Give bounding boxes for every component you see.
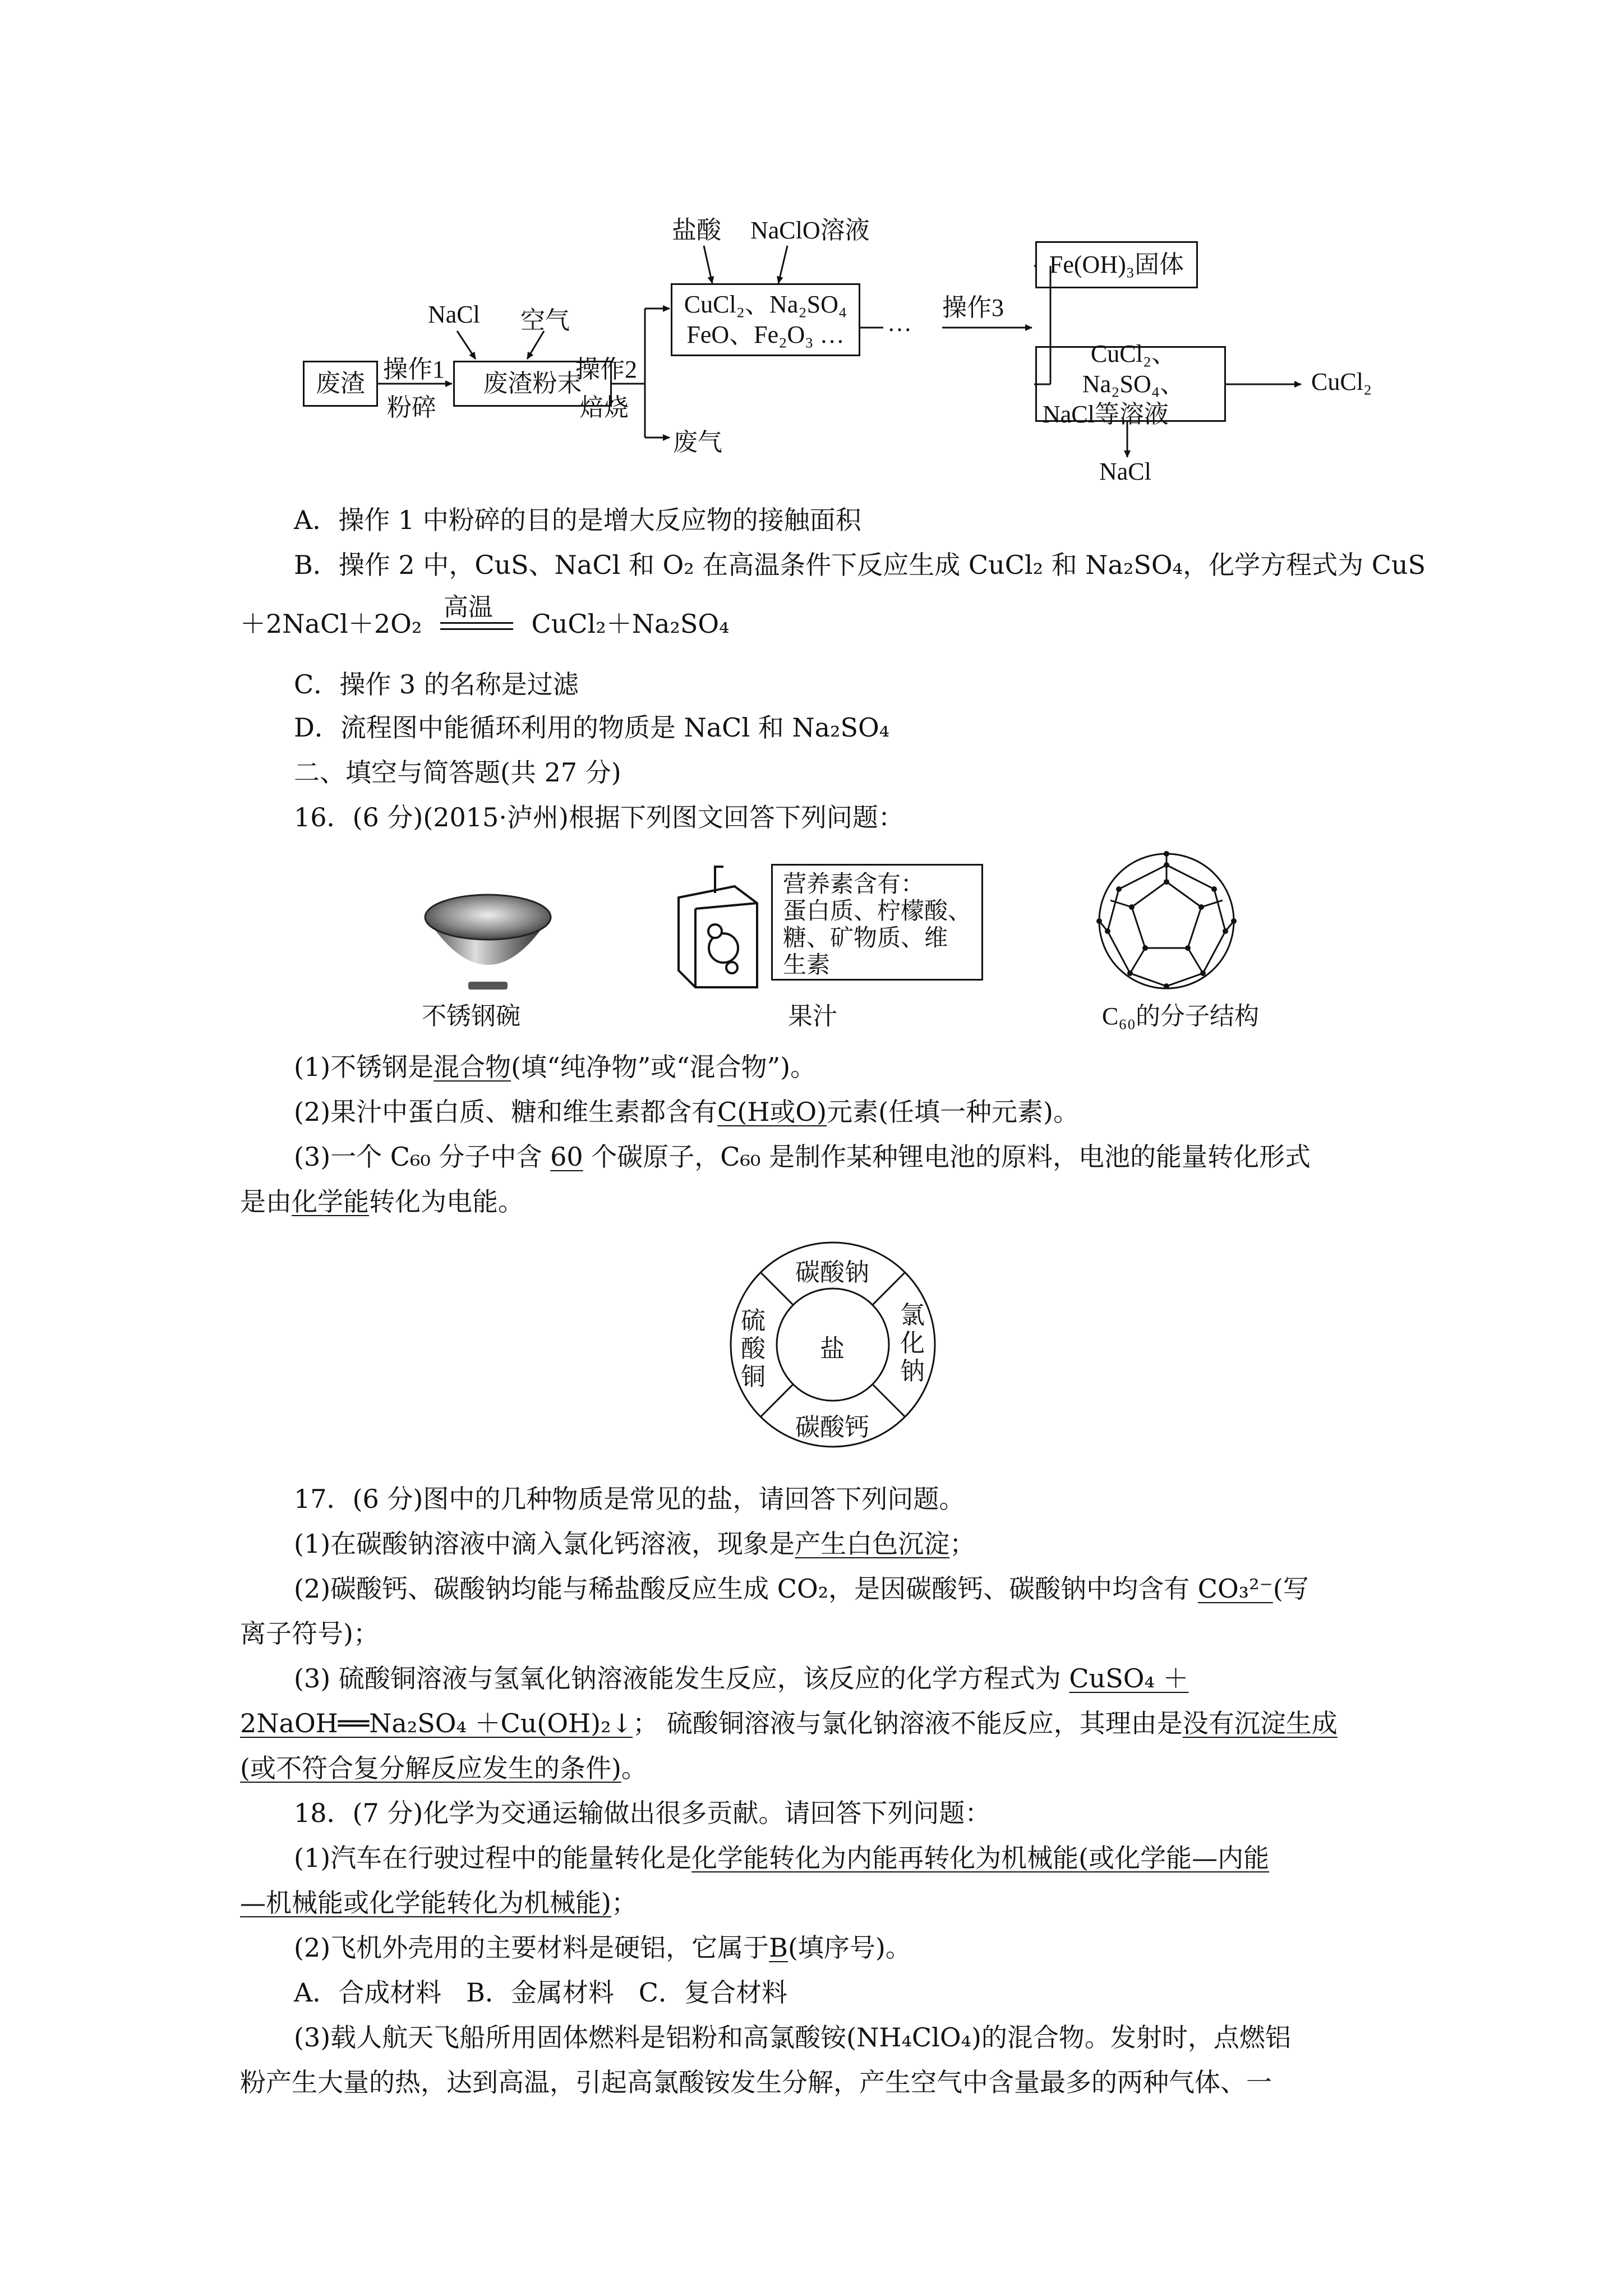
waste-slag-label: 废渣 [316, 370, 365, 397]
answer-blank: (或不符合复分解反应发生的条件) [240, 1753, 621, 1783]
q15-option-d: D．流程图中能循环利用的物质是 NaCl 和 Na₂SO₄ [294, 712, 890, 743]
answer-blank: 2NaOH══Na₂SO₄ ＋Cu(OH)₂↓ [240, 1708, 633, 1738]
q18-part3-line1: (3)载人航天飞船所用固体燃料是铝粉和高氯酸铵(NH₄ClO₄)的混合物。发射时，点燃铝 [294, 2022, 1291, 2053]
salt-center-label: 盐 [820, 1335, 845, 1363]
answer-blank: 产生白色沉淀 [795, 1529, 950, 1559]
text: (3)一个 C₆₀ 分子中含 [294, 1142, 542, 1172]
equation-condition [440, 593, 513, 630]
q18-part2-options: A．合成材料 B．金属材料 C．复合材料 [294, 1977, 787, 2008]
q17-part2-line2: 离子符号)； [240, 1618, 379, 1649]
q16-part1 [294, 1049, 816, 1085]
answer-blank: 60 [550, 1142, 583, 1172]
q17-part1 [294, 1526, 975, 1562]
slag-powder-label: 废渣粉末 [483, 370, 582, 397]
op3-output-arrows [0, 0, 1623, 505]
q16-part3-line1 [294, 1139, 1311, 1175]
text: ； [611, 1888, 637, 1918]
nutrition-line: 糖、矿物质、维 [783, 926, 948, 951]
equation-left: ＋2NaCl＋2O₂ [240, 609, 422, 639]
text: ； 硫酸铜溶液与氯化钠溶液不能反应，其理由是 [633, 1708, 1183, 1738]
answer-blank: 化学能转化为内能再转化为机械能(或化学能—内能 [691, 1843, 1270, 1873]
q18-part3-line2: 粉产生大量的热，达到高温，引起高氯酸铵发生分解，产生空气中含量最多的两种气体、一 [240, 2067, 1272, 2097]
juice-box-icon [662, 864, 768, 993]
answer-blank: CO₃²⁻ [1197, 1573, 1273, 1604]
salt-left-label: 硫酸铜 [741, 1307, 766, 1391]
q17-part3-line2 [240, 1705, 1338, 1741]
text: (1)不锈钢是 [294, 1052, 434, 1082]
text: 。 [621, 1753, 647, 1783]
section-2-heading: 二、填空与简答题(共 27 分) [294, 757, 621, 788]
text: (填序号)。 [787, 1932, 911, 1963]
text: ； [949, 1529, 976, 1559]
answer-blank: B [769, 1932, 788, 1963]
waste-gas-label: 废气 [673, 429, 722, 456]
q18-part1-line2 [240, 1885, 637, 1921]
answer-blank: —机械能或化学能转化为机械能) [240, 1888, 611, 1918]
text: (1)汽车在行驶过程中的能量转化是 [294, 1843, 692, 1873]
q15-option-b-line1: B．操作 2 中，CuS、NaCl 和 O₂ 在高温条件下反应生成 CuCl₂ 和 Na₂SO₄，化学方程式为 CuS [294, 550, 1426, 580]
answer-blank: C(H或O) [717, 1097, 827, 1127]
text: (2)飞机外壳用的主要材料是硬铝，它属于 [294, 1932, 769, 1963]
q18-stem: 18．(7 分)化学为交通运输做出很多贡献。请回答下列问题： [294, 1798, 991, 1828]
nacl-input-label: NaCl [428, 301, 480, 328]
juice-caption: 果汁 [788, 1002, 837, 1030]
salt-top-label: 碳酸钠 [795, 1259, 869, 1286]
stainless-bowl-image [421, 884, 555, 996]
hcl-input-label: 盐酸 [672, 217, 721, 244]
equation-condition-label: 高温 [443, 593, 493, 622]
mixture-line-1: CuCl₂、Na₂SO₄ [684, 291, 847, 318]
nutrition-line: 蛋白质、柠檬酸、 [783, 899, 972, 924]
flow-ellipsis: … [887, 309, 912, 337]
op2-bottom-label: 焙烧 [579, 394, 629, 421]
q17-part3-line3 [240, 1750, 647, 1786]
bowl-caption: 不锈钢碗 [422, 1002, 520, 1030]
mixture-line-2: FeO、Fe₂O₃ … [686, 321, 845, 348]
equation-right: CuCl₂＋Na₂SO₄ [531, 609, 730, 639]
q17-stem: 17．(6 分)图中的几种物质是常见的盐，请回答下列问题。 [294, 1484, 965, 1514]
q17-part3-line1 [294, 1660, 1189, 1696]
salt-bottom-label: 碳酸钙 [795, 1414, 869, 1441]
q16-part3-line2 [240, 1184, 524, 1220]
feoh3-label: Fe(OH)₃固体 [1049, 251, 1184, 278]
text: 是由 [240, 1186, 292, 1217]
text: (2)碳酸钙、碳酸钠均能与稀盐酸反应生成 CO₂，是因碳酸钙、碳酸钠中均含有 [294, 1573, 1190, 1604]
op1-bottom-label: 粉碎 [387, 394, 436, 421]
op1-top-label: 操作1 [383, 356, 445, 383]
q16-stem: 16．(6 分)(2015·泸州)根据下列图文回答下列问题： [294, 802, 904, 832]
text: (3) 硫酸铜溶液与氢氧化钠溶液能发生反应，该反应的化学方程式为 [294, 1663, 1061, 1694]
q15-option-c: C．操作 3 的名称是过滤 [294, 669, 579, 700]
q15-option-a: A．操作 1 中粉碎的目的是增大反应物的接触面积 [294, 505, 861, 535]
text: (2)果汁中蛋白质、糖和维生素都含有 [294, 1097, 718, 1127]
q15-option-b-equation [240, 593, 730, 642]
naclo-input-label: NaClO溶液 [750, 217, 870, 244]
answer-blank: 化学能 [292, 1186, 369, 1217]
q18-part1-line1 [294, 1840, 1269, 1876]
q18-part2 [294, 1930, 911, 1966]
salt-right-label: 氯化钠 [900, 1301, 925, 1385]
nacl-output-label: NaCl [1099, 458, 1151, 485]
text: 元素(任填一种元素)。 [827, 1097, 1079, 1127]
answer-blank: CuSO₄ ＋ [1069, 1663, 1189, 1694]
answer-blank: 混合物 [434, 1052, 511, 1082]
op2-top-label: 操作2 [575, 356, 637, 383]
c60-molecule-icon [1091, 847, 1242, 996]
nutrition-box [771, 864, 983, 981]
answer-blank: 没有沉淀生成 [1182, 1708, 1338, 1738]
text: (1)在碳酸钠溶液中滴入氯化钙溶液，现象是 [294, 1529, 795, 1559]
air-input-label: 空气 [520, 307, 570, 334]
solution-line-2: NaCl等溶液 [1043, 400, 1169, 428]
c60-caption: C₆₀的分子结构 [1102, 1002, 1260, 1030]
nutrition-line: 营养素含有： [783, 872, 925, 898]
text: (填“纯净物”或“混合物”)。 [511, 1052, 817, 1082]
q17-part2-line1 [294, 1571, 1309, 1607]
q16-part2 [294, 1094, 1079, 1130]
solution-line-1: CuCl₂、Na₂SO₄、 [1082, 339, 1185, 398]
op3-label: 操作3 [942, 294, 1004, 321]
nutrition-line: 生素 [783, 953, 831, 978]
text: 转化为电能。 [369, 1186, 524, 1217]
cucl2-output-label: CuCl₂ [1311, 368, 1372, 395]
text: 个碳原子，C₆₀ 是制作某种锂电池的原料，电池的能量转化形式 [591, 1142, 1311, 1172]
text: (写 [1272, 1573, 1309, 1604]
